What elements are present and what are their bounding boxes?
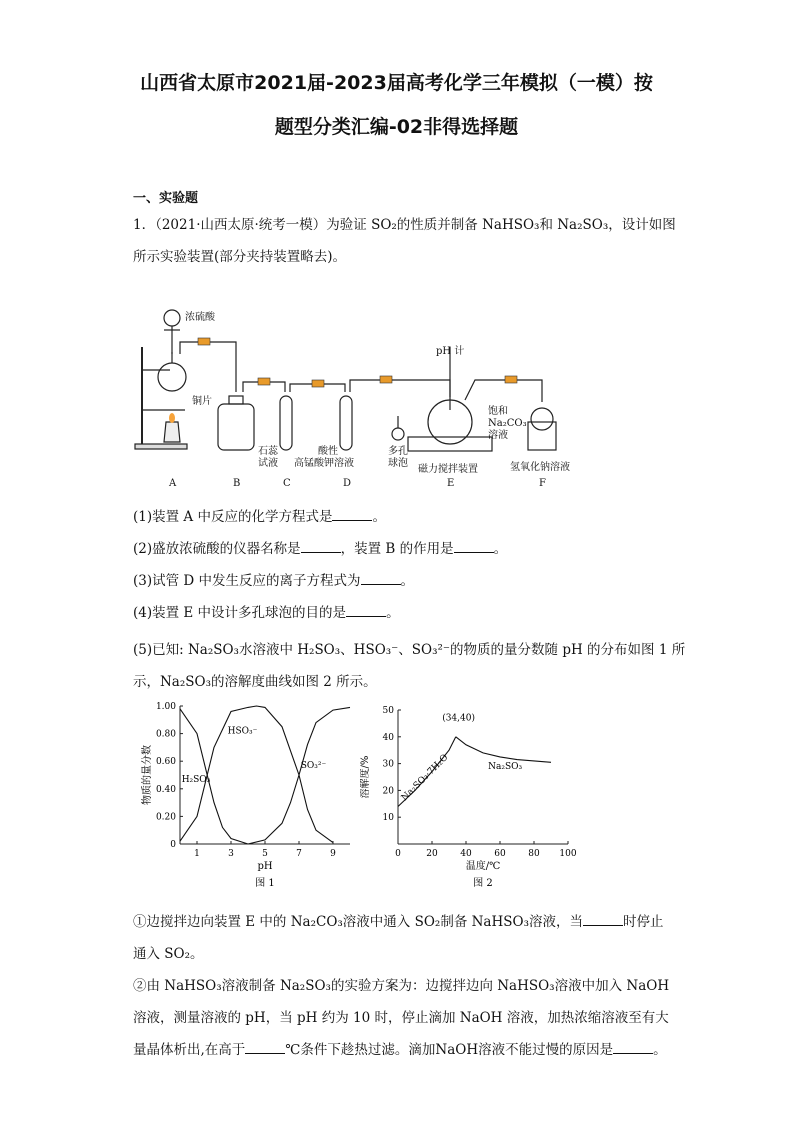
subq-4: (4)装置 E 中设计多孔球泡的目的是 。 — [133, 605, 400, 621]
label-ph-meter: pH 计 — [436, 346, 465, 357]
y-tick-label: 40 — [382, 732, 394, 743]
x-tick-label: 9 — [330, 849, 336, 859]
step-2-line3: 量晶体析出,在高于 ℃条件下趁热过滤。滴加NaOH溶液不能过慢的原因是 。 — [133, 1042, 667, 1058]
y-tick-label: 0.40 — [155, 784, 176, 795]
x-tick-label: 7 — [296, 849, 302, 859]
y-tick-label: 0 — [170, 840, 176, 850]
y-tick-label: 0.20 — [155, 812, 176, 823]
series-line-2 — [248, 707, 350, 844]
label-litmus-1: 石蕊 — [258, 446, 278, 457]
y-tick-label: 30 — [382, 759, 394, 770]
answer-blank[interactable] — [613, 1041, 653, 1054]
x-tick-label: 20 — [426, 849, 438, 859]
apparatus-letter: C — [283, 478, 291, 489]
x-axis-label: 温度/℃ — [465, 861, 501, 872]
label-stirrer: 磁力搅拌装置 — [418, 464, 478, 475]
subq-2: (2)盛放浓硫酸的仪器名称是 ，装置 B 的作用是 。 — [133, 541, 508, 557]
question-intro-line2: 所示实验装置(部分夹持装置略去)。 — [133, 249, 347, 265]
label-litmus-2: 试液 — [258, 458, 278, 469]
y-axis-label: 溶解度/% — [360, 755, 371, 799]
x-tick-label: 5 — [262, 849, 268, 859]
y-axis-label: 物质的量分数 — [142, 745, 153, 805]
series-label: H₂SO₃ — [181, 774, 211, 785]
apparatus-diagram — [130, 292, 590, 492]
section-heading: 一、实验题 — [133, 191, 199, 206]
label-conc-acid: 浓硫酸 — [185, 312, 215, 323]
figure-caption: 图 1 — [255, 878, 275, 889]
answer-blank[interactable] — [301, 540, 341, 553]
label-bubble-2: 球泡 — [388, 458, 408, 469]
question-intro-line1: 1．（2021·山西太原·统考一模）为验证 SO₂的性质并制备 NaHSO₃和 Na₂SO₃，设计如图 — [133, 217, 676, 233]
label-kmno4-2: 高锰酸钾溶液 — [294, 458, 354, 469]
subq-5-line2: 示，Na₂SO₃的溶解度曲线如图 2 所示。 — [133, 674, 377, 690]
subq-1: (1)装置 A 中反应的化学方程式是 。 — [133, 509, 386, 525]
x-tick-label: 0 — [395, 849, 401, 859]
apparatus-letter: A — [169, 478, 177, 489]
label-sat-1: 饱和 — [488, 406, 508, 417]
step-1-line2: 通入 SO₂。 — [133, 946, 204, 962]
doc-title-line1: 山西省太原市2021届-2023届高考化学三年模拟（一模）按 — [140, 72, 653, 94]
x-tick-label: 40 — [460, 849, 472, 859]
doc-title-line2: 题型分类汇编-02非得选择题 — [274, 116, 519, 138]
answer-blank[interactable] — [454, 540, 494, 553]
apparatus-letter: F — [539, 478, 546, 489]
series-label: Na₂SO₃·7H₂O — [399, 752, 451, 804]
label-naoh: 氢氧化钠溶液 — [510, 462, 570, 473]
step-2-line1: ②由 NaHSO₃溶液制备 Na₂SO₃的实验方案为：边搅拌边向 NaHSO₃溶液中加入 NaOH — [133, 978, 670, 994]
x-axis-label: pH — [257, 861, 273, 872]
apparatus-letter: E — [447, 478, 455, 489]
step-2-line2: 溶液，测量溶液的 pH，当 pH 约为 10 时，停止滴加 NaOH 溶液，加热浓缩溶液至有大 — [133, 1010, 669, 1026]
apparatus-letter: D — [343, 478, 352, 489]
x-tick-label: 3 — [228, 849, 234, 859]
label-bubble-1: 多孔 — [388, 446, 408, 457]
figure-caption: 图 2 — [473, 878, 493, 889]
y-tick-label: 20 — [382, 786, 394, 797]
figure-1-chart — [130, 698, 360, 898]
figure-2-chart — [360, 698, 580, 898]
series-label: SO₃²⁻ — [300, 761, 327, 772]
step-1-line1: ①边搅拌边向装置 E 中的 Na₂CO₃溶液中通入 SO₂制备 NaHSO₃溶液，当 时停止 — [133, 914, 664, 930]
subq-3: (3)试管 D 中发生反应的离子方程式为 。 — [133, 573, 415, 589]
answer-blank[interactable] — [346, 604, 386, 617]
y-tick-label: 0.60 — [155, 757, 176, 768]
y-tick-label: 50 — [382, 706, 394, 716]
apparatus-letter: B — [233, 478, 241, 489]
series-label: HSO₃⁻ — [227, 726, 258, 737]
answer-blank[interactable] — [245, 1041, 285, 1054]
label-sat-3: 溶液 — [488, 430, 508, 441]
answer-blank[interactable] — [332, 508, 372, 521]
subq-5-line1: (5)已知: Na₂SO₃水溶液中 H₂SO₃、HSO₃⁻、SO₃²⁻的物质的量分数随 pH 的分布如图 1 所 — [133, 642, 686, 658]
series-line-1 — [456, 737, 551, 763]
label-copper: 铜片 — [192, 396, 212, 407]
x-tick-label: 100 — [559, 849, 577, 859]
peak-annotation: (34,40) — [442, 713, 475, 724]
y-tick-label: 0.80 — [155, 729, 176, 740]
label-kmno4-1: 酸性 — [318, 446, 338, 457]
x-tick-label: 80 — [528, 849, 540, 859]
answer-blank[interactable] — [361, 572, 401, 585]
y-tick-label: 10 — [382, 813, 394, 824]
y-tick-label: 1.00 — [155, 702, 176, 712]
label-sat-2: Na₂CO₃ — [488, 418, 527, 429]
answer-blank[interactable] — [583, 913, 623, 926]
x-tick-label: 60 — [494, 849, 506, 859]
series-label: Na₂SO₃ — [488, 761, 523, 772]
x-tick-label: 1 — [194, 849, 200, 859]
